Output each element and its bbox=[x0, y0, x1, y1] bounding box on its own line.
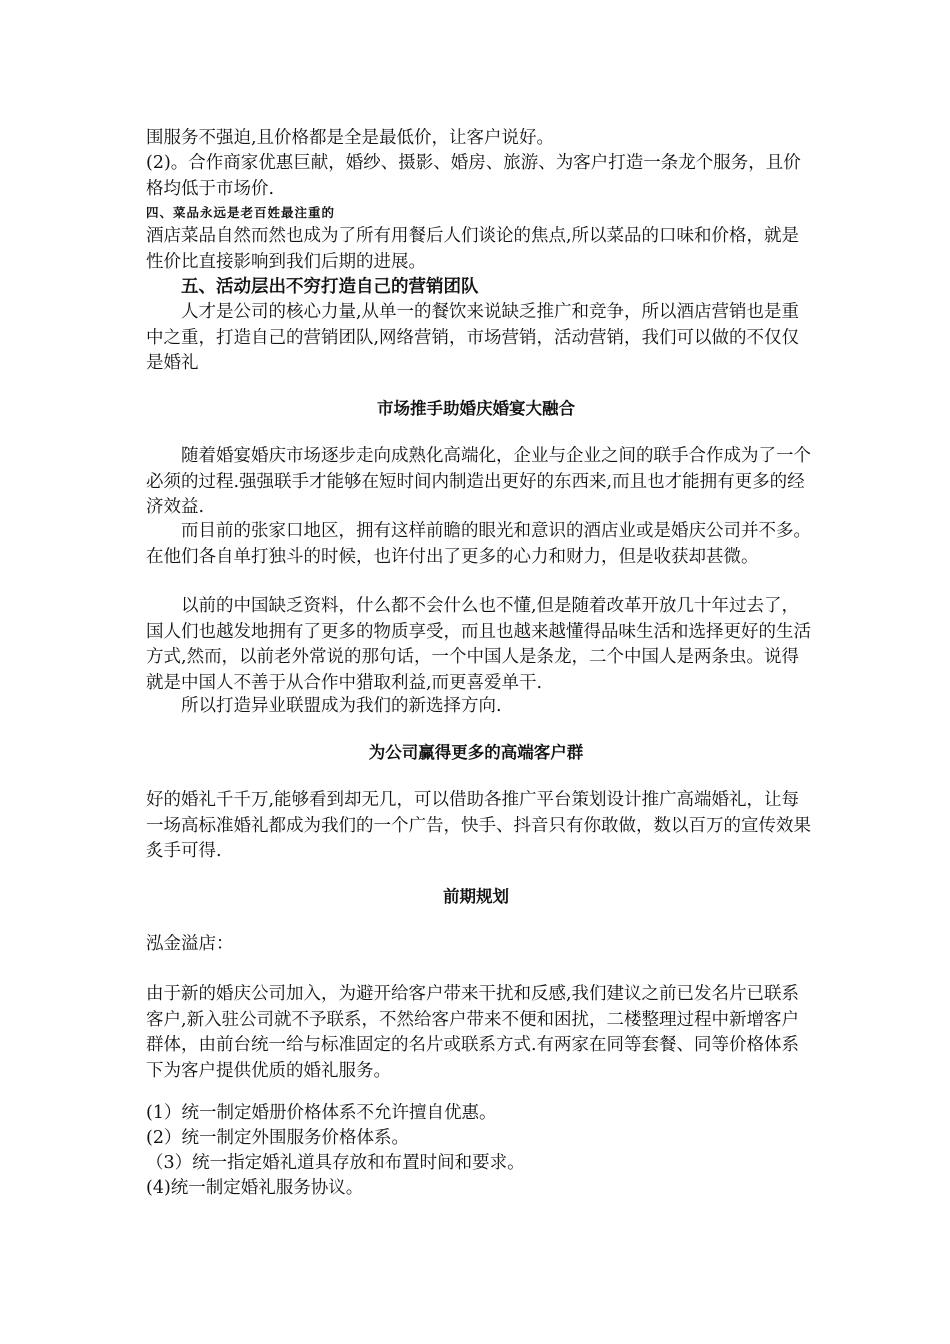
section-heading: 五、活动层出不穷打造自己的营销团队 bbox=[181, 277, 479, 297]
paragraph: (2)。合作商家优惠巨献，婚纱、摄影、婚房、旅游、为客户打造一条龙个服务，且价格均低于市场价. bbox=[146, 153, 801, 199]
section-title: 前期规划 bbox=[443, 887, 509, 906]
paragraph: 所以打造异业联盟成为我们的新选择方向. bbox=[181, 696, 502, 716]
paragraph: 酒店菜品自然而然也成为了所有用餐后人们谈论的焦点,所以菜品的口味和价格，就是性价比直接影响到我们后期的进展。 bbox=[146, 226, 800, 272]
paragraph: 随着婚宴婚庆市场逐步走向成熟化高端化，企业与企业之间的联手合作成为了一个必须的过程.强强联手才能够在短时间内制造出更好的东西来,而且也才能拥有更多的经济效益. bbox=[146, 446, 811, 517]
label: 泓金溢店： bbox=[146, 934, 234, 954]
paragraph: 以前的中国缺乏资料，什么都不会什么也不懂,但是随着改革开放几十年过去了，国人们也越发地拥有了更多的物质享受，而且也越来越懂得品味生活和选择更好的生活方式,然而，以前老外常说的那句话，一个中国人是条龙，二个中国人是两条虫。说得就是中国人不善于从合作中猎取利益,而更喜爱单干. bbox=[146, 596, 811, 693]
paragraph: 围服务不强迫,且价格都是全是最低价，让客户说好。 bbox=[146, 128, 555, 148]
paragraph: 由于新的婚庆公司加入，为避开给客户带来干扰和反感,我们建议之前已发名片已联系客户,新入驻公司就不予联系，不然给客户带来不便和困扰，二楼整理过程中新增客户群体，由前台统一给与标准固定的名片或联系方式.有两家在同等套餐、同等价格体系下为客户提供优质的婚礼服务。 bbox=[146, 984, 800, 1081]
paragraph: 而目前的张家口地区，拥有这样前瞻的眼光和意识的酒店业或是婚庆公司并不多。在他们各自单打独斗的时候，也许付出了更多的心力和财力，但是收获却甚微。 bbox=[146, 521, 811, 567]
section-heading: 四、菜品永远是老百姓最注重的 bbox=[146, 205, 336, 220]
list-item: (2）统一制定外围服务价格体系。 bbox=[146, 1128, 409, 1148]
section-title: 市场推手助婚庆婚宴大融合 bbox=[377, 399, 575, 418]
section-title: 为公司赢得更多的高端客户群 bbox=[368, 743, 584, 762]
list-item: （3）统一指定婚礼道具存放和布置时间和要求。 bbox=[146, 1153, 525, 1173]
list-item: (4)统一制定婚礼服务协议。 bbox=[146, 1178, 364, 1198]
list-item: (1）统一制定婚册价格体系不允许擅自优惠。 bbox=[146, 1103, 497, 1123]
paragraph: 好的婚礼千千万,能够看到却无几，可以借助各推广平台策划设计推广高端婚礼，让每一场高标准婚礼都成为我们的一个广告，快手、抖音只有你敢做，数以百万的宣传效果炙手可得. bbox=[146, 790, 811, 861]
paragraph: 人才是公司的核心力量,从单一的餐饮来说缺乏推广和竞争，所以酒店营销也是重中之重，打造自己的营销团队,网络营销，市场营销，活动营销，我们可以做的不仅仅是婚礼 bbox=[146, 302, 800, 373]
